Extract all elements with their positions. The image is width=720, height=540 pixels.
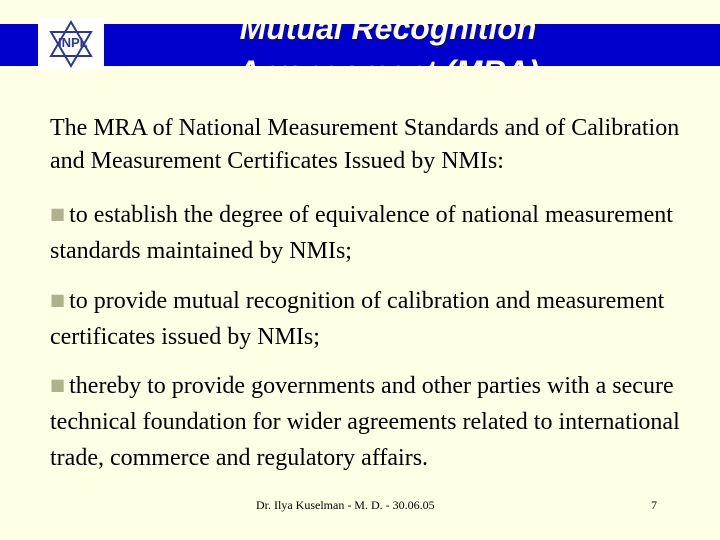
footer-author: Dr. Ilya Kuselman - M. D. - 30.06.05	[256, 498, 435, 512]
bullet-item	[50, 367, 715, 476]
square-bullet-icon: ■	[50, 375, 66, 394]
bullet-text: to provide mutual recognition of calibration and measurement certificates issued by NMIs;	[50, 288, 665, 350]
square-bullet-icon: ■	[50, 204, 66, 223]
logo-text: INPL	[58, 35, 88, 50]
square-bullet-icon: ■	[50, 290, 66, 309]
slide-title: Mutual Recognition Arrangement (MRA)	[236, 10, 540, 90]
bullet-text: to establish the degree of equivalence of national measurement standards maintained by NMIs;	[50, 202, 673, 264]
bullet-item	[50, 282, 715, 355]
intro-text: The MRA of National Measurement Standards and of Calibration and Measurement Certificates Issued by NMIs:	[50, 115, 680, 174]
bullet-text: thereby to provide governments and other parties with a secure technical foundation for wider agreements related to international trade, commerce and regulatory affairs.	[50, 373, 680, 471]
inpl-logo	[38, 18, 104, 70]
title-band	[0, 10, 720, 90]
bullet-item	[50, 196, 715, 269]
page-number: 7	[651, 498, 657, 512]
